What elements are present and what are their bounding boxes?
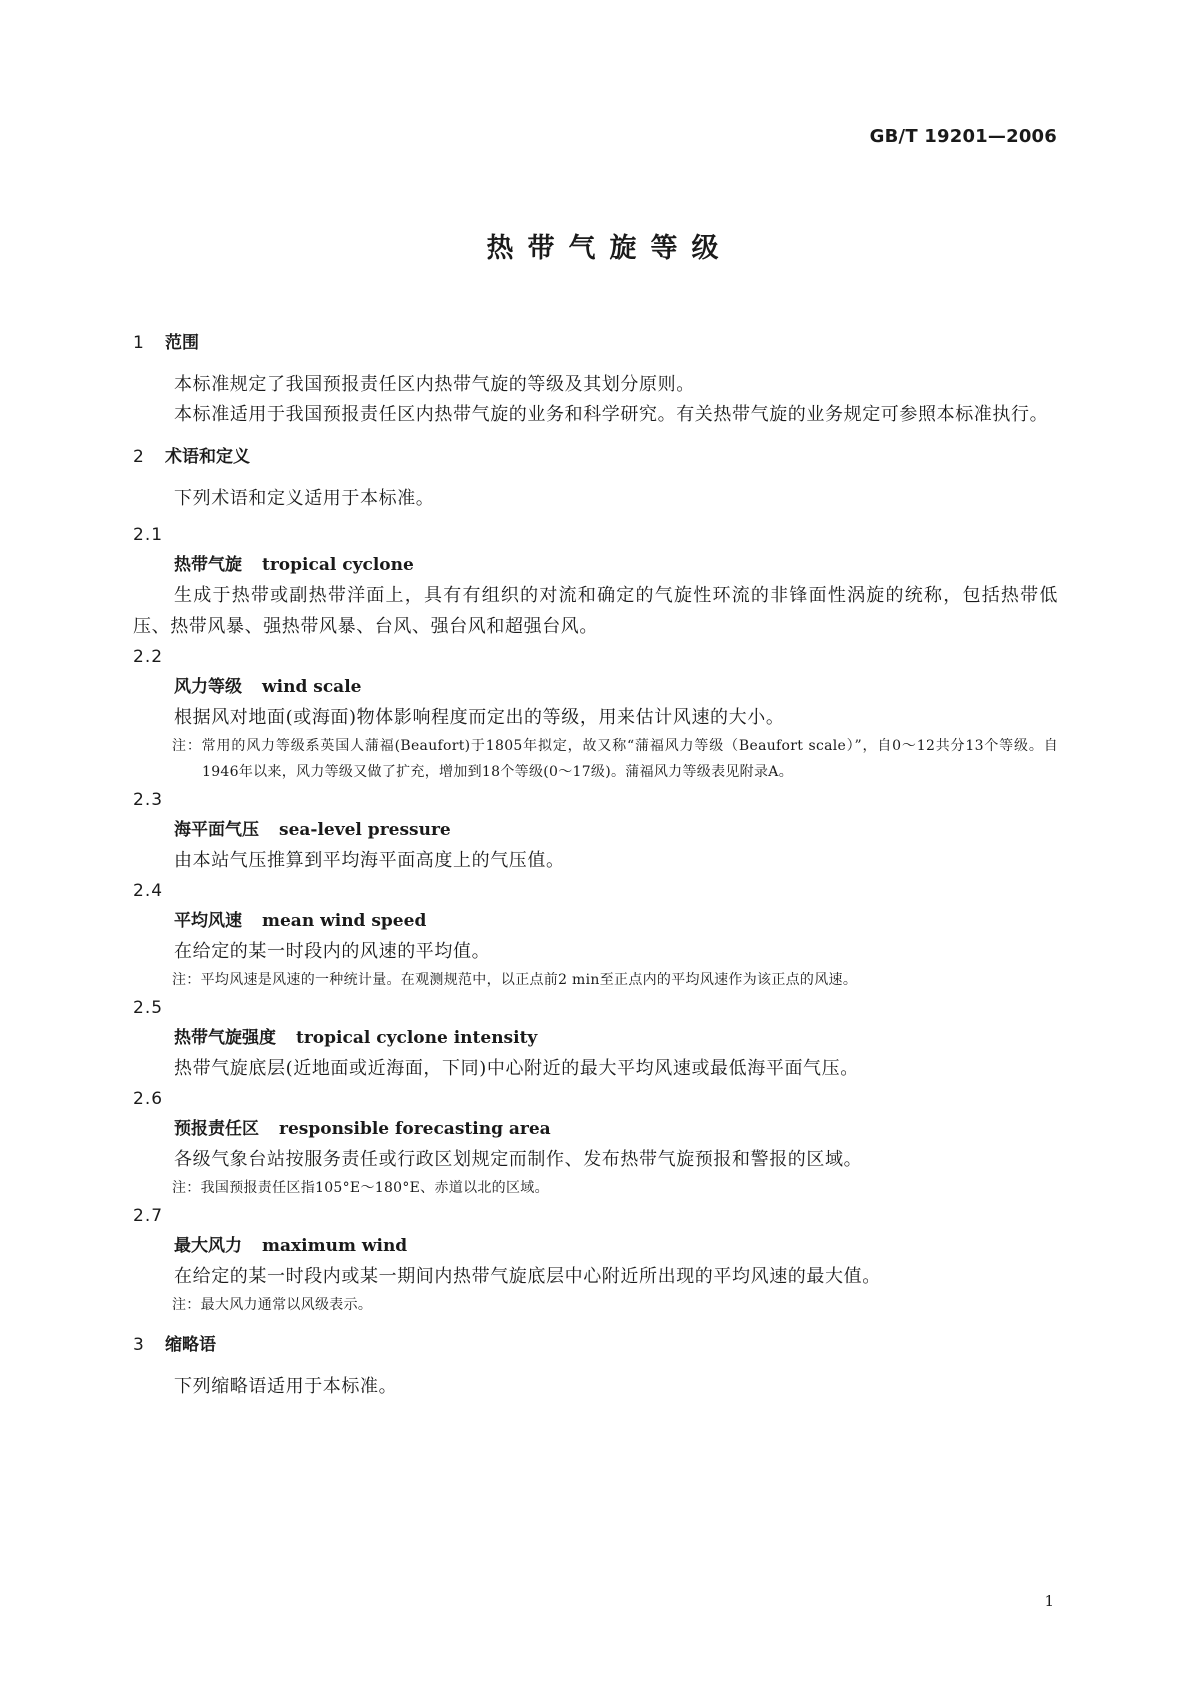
paragraph: 下列术语和定义适用于本标准。 [174, 488, 435, 509]
term-zh: 预报责任区 [174, 1119, 259, 1139]
term-en: responsible forecasting area [279, 1119, 551, 1139]
term-heading [133, 550, 1058, 580]
standard-code: GB/T 19201—2006 [869, 126, 1057, 147]
term-heading [133, 672, 1058, 702]
section-heading-terms [133, 444, 1058, 470]
paragraph: 下列缩略语适用于本标准。 [174, 1376, 398, 1397]
section-number: 2 [133, 447, 144, 467]
section-title: 术语和定义 [165, 447, 250, 467]
term-en: maximum wind [262, 1236, 408, 1256]
term-note: 注：我国预报责任区指105°E～180°E、赤道以北的区域。 [172, 1180, 549, 1196]
clause-number: 2.4 [133, 881, 164, 901]
term-en: sea-level pressure [279, 820, 451, 840]
section-number: 3 [133, 1335, 144, 1355]
section-number: 1 [133, 333, 144, 353]
document-title: 热带气旋等级 [486, 233, 733, 264]
term-heading [133, 1114, 1058, 1144]
page-number: 1 [1044, 1592, 1054, 1610]
paragraph: 本标准规定了我国预报责任区内热带气旋的等级及其划分原则。 [174, 374, 695, 395]
term-definition: 热带气旋底层(近地面或近海面，下同)中心附近的最大平均风速或最低海平面气压。 [174, 1058, 859, 1079]
paragraph: 本标准适用于我国预报责任区内热带气旋的业务和科学研究。有关热带气旋的业务规定可参照本标准执行。 [174, 404, 1049, 425]
clause-number: 2.3 [133, 790, 164, 810]
section-title: 范围 [165, 333, 199, 353]
term-zh: 海平面气压 [174, 820, 259, 840]
term-definition: 各级气象台站按服务责任或行政区划规定而制作、发布热带气旋预报和警报的区域。 [174, 1149, 863, 1170]
section-heading-scope [133, 330, 1058, 356]
term-en: tropical cyclone intensity [296, 1028, 538, 1048]
term-zh: 热带气旋强度 [174, 1028, 276, 1048]
clause-number: 2.5 [133, 998, 164, 1018]
term-en: mean wind speed [262, 911, 427, 931]
term-definition: 由本站气压推算到平均海平面高度上的气压值。 [174, 850, 565, 871]
term-note: 注：最大风力通常以风级表示。 [172, 1297, 373, 1313]
term-zh: 风力等级 [174, 677, 242, 697]
term-definition: 在给定的某一时段内的风速的平均值。 [174, 941, 491, 962]
term-heading [133, 906, 1058, 936]
term-heading [133, 1231, 1058, 1261]
term-en: tropical cyclone [262, 555, 414, 575]
term-definition: 生成于热带或副热带洋面上，具有有组织的对流和确定的气旋性环流的非锋面性涡旋的统称，包括热带低压、热带风暴、强热带风暴、台风、强台风和超强台风。 [133, 585, 1058, 637]
term-zh: 热带气旋 [174, 555, 242, 575]
term-note: 注：平均风速是风速的一种统计量。在观测规范中，以正点前2 min至正点内的平均风速作为该正点的风速。 [172, 972, 858, 988]
term-heading [133, 1023, 1058, 1053]
term-zh: 平均风速 [174, 911, 242, 931]
term-en: wind scale [262, 677, 362, 697]
term-heading [133, 815, 1058, 845]
clause-number: 2.2 [133, 647, 164, 667]
section-heading-abbreviations [133, 1332, 1058, 1358]
term-zh: 最大风力 [174, 1236, 242, 1256]
section-title: 缩略语 [165, 1335, 216, 1355]
document-body [133, 330, 1058, 1402]
clause-number: 2.6 [133, 1089, 164, 1109]
clause-number: 2.7 [133, 1206, 164, 1226]
term-definition: 根据风对地面(或海面)物体影响程度而定出的等级，用来估计风速的大小。 [174, 707, 785, 728]
term-note: 注：常用的风力等级系英国人蒲福(Beaufort)于1805年拟定，故又称“蒲福风力等级（Beaufort scale）”，自0～12共分13个等级。自1946年以来，风力等级又做了扩充，增加到18个等级(0～17级)。蒲福风力等级表见附录A。 [172, 738, 1058, 780]
term-definition: 在给定的某一时段内或某一期间内热带气旋底层中心附近所出现的平均风速的最大值。 [174, 1266, 881, 1287]
clause-number: 2.1 [133, 525, 164, 545]
